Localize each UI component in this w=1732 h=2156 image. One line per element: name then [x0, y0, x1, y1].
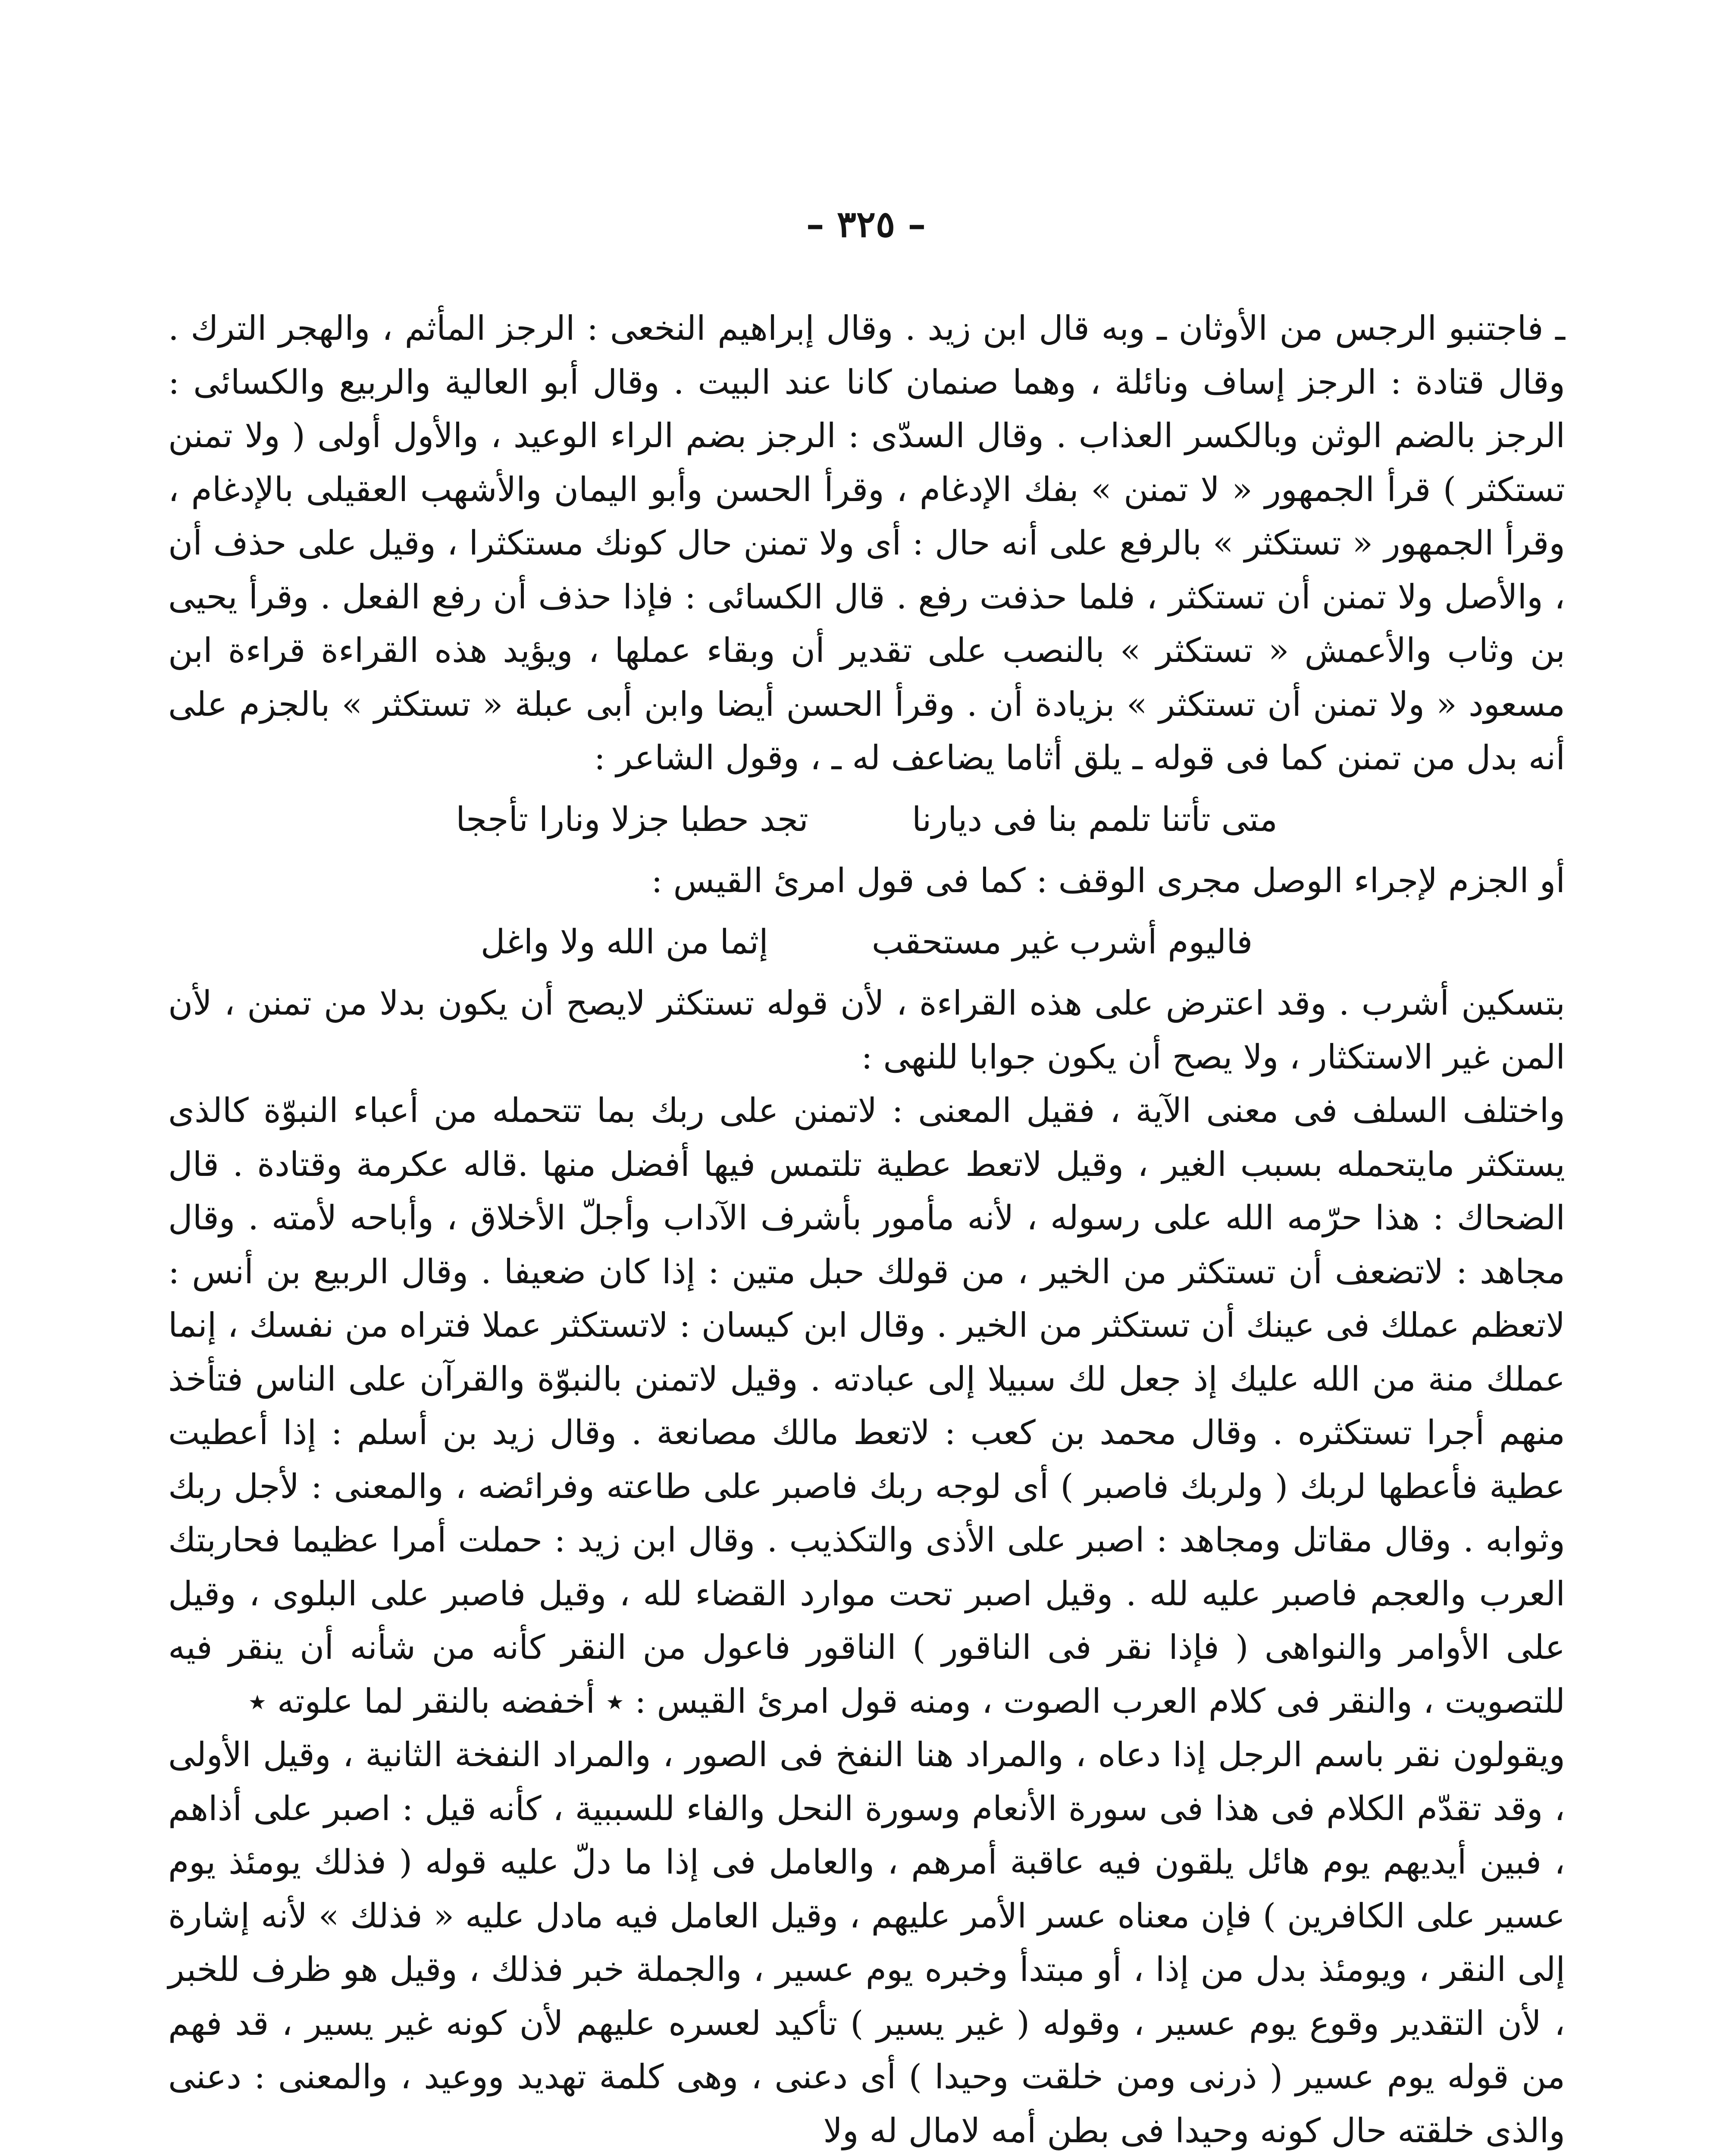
paragraph-1: ـ فاجتنبو الرجس من الأوثان ـ وبه قال ابن زيد . وقال إبراهيم النخعى : الرجز المأثم ، والهجر الترك . وقال قتادة : الرجز إساف ونائلة ، وهما صنمان كانا عند البيت . وقال أبو العالية والربيع والكسائى : الرجز بالضم الوثن وبالكسر العذاب . وقال السدّى : الرجز بضم الراء الوعيد ، والأول أولى ( ولا تمنن تستكثر ) قرأ الجمهور « لا تمنن » بفك الإدغام ، وقرأ الحسن وأبو اليمان والأشهب العقيلى بالإدغام ، وقرأ الجمهور « تستكثر » بالرفع على أنه حال : أى ولا تمنن حال كونك مستكثرا ، وقيل على حذف أن ، والأصل ولا تمنن أن تستكثر ، فلما حذفت رفع . قال الكسائى : فإذا حذف أن رفع الفعل . وقرأ يحيى بن وثاب والأعمش « تستكثر » بالنصب على تقدير أن وبقاء عملها ، ويؤيد هذه القراءة قراءة ابن مسعود « ولا تمنن أن تستكثر » بزيادة أن . وقرأ الحسن أيضا وابن أبى عبلة « تستكثر » بالجزم على أنه بدل من تمنن كما فى قوله ـ يلق أثاما يضاعف له ـ ، وقول الشاعر :	[168, 309, 1566, 777]
verse-2-first-hemistich: فاليوم أشرب غير مستحقب	[871, 923, 1253, 962]
page-number: – ٣٢٥ –	[806, 203, 926, 245]
verse-2-second-hemistich: إثما من الله ولا واغل	[480, 923, 768, 962]
paragraph-2: أو الجزم لإجراء الوصل مجرى الوقف : كما فى قول امرئ القيس :	[651, 861, 1565, 900]
verse-1-second-hemistich: تجد حطبا جزلا ونارا تأججا	[456, 800, 808, 839]
paragraph-4: واختلف السلف فى معنى الآية ، فقيل المعنى : لاتمنن على ربك بما تتحمله من أعباء النبوّة كالذى يستكثر مايتحمله بسبب الغير ، وقيل لاتعط عطية تلتمس فيها أفضل منها .قاله عكرمة وقتادة . قال الضحاك : هذا حرّمه الله على رسوله ، لأنه مأمور بأشرف الآداب وأجلّ الأخلاق ، وأباحه لأمته . وقال مجاهد : لاتضعف أن تستكثر من الخير ، من قولك حبل متين : إذا كان ضعيفا . وقال الربيع بن أنس : لاتعظم عملك فى عينك أن تستكثر من الخير . وقال ابن كيسان : لاتستكثر عملا فتراه من نفسك ، إنما عملك منة من الله عليك إذ جعل لك سبيلا إلى عبادته . وقيل لاتمنن بالنبوّة والقرآن على الناس فتأخذ منهم أجرا تستكثره . وقال محمد بن كعب : لاتعط مالك مصانعة . وقال زيد بن أسلم : إذا أعطيت عطية فأعطها لربك ( ولربك فاصبر ) أى لوجه ربك فاصبر على طاعته وفرائضه ، والمعنى : لأجل ربك وثوابه . وقال مقاتل ومجاهد : اصبر على الأذى والتكذيب . وقال ابن زيد : حملت أمرا عظيما فحاربتك العرب والعجم فاصبر عليه لله . وقيل اصبر تحت موارد القضاء لله ، وقيل فاصبر على البلوى ، وقيل على الأوامر والنواهى ( فإذا نقر فى الناقور ) الناقور فاعول من النقر كأنه من شأنه أن ينقر فيه للتصويت ، والنقر فى كلام العرب الصوت ، ومنه قول امرئ القيس : ٭ أخفضه بالنقر لما علوته ٭	[168, 1091, 1565, 1721]
paragraph-3: بتسكين أشرب . وقد اعترض على هذه القراءة ، لأن قوله تستكثر لايصح أن يكون بدلا من تمنن ، لأن المن غير الاستكثار ، ولا يصح أن يكون جوابا للنهى :	[168, 984, 1565, 1077]
paragraph-5: ويقولون نقر باسم الرجل إذا دعاه ، والمراد هنا النفخ فى الصور ، والمراد النفخة الثانية ، وقيل الأولى ، وقد تقدّم الكلام فى هذا فى سورة الأنعام وسورة النحل والفاء للسببية ، كأنه قيل : اصبر على أذاهم ، فبين أيديهم يوم هائل يلقون فيه عاقبة أمرهم ، والعامل فى إذا ما دلّ عليه قوله ( فذلك يومئذ يوم عسير على الكافرين ) فإن معناه عسر الأمر عليهم ، وقيل العامل فيه مادل عليه « فذلك » لأنه إشارة إلى النقر ، ويومئذ بدل من إذا ، أو مبتدأ وخبره يوم عسير ، والجملة خبر فذلك ، وقيل هو ظرف للخبر ، لأن التقدير وقوع يوم عسير ، وقوله ( غير يسير ) تأكيد لعسره عليهم لأن كونه غير يسير ، قد فهم من قوله يوم عسير ( ذرنى ومن خلقت وحيدا ) أى دعنى ، وهى كلمة تهديد ووعيد ، والمعنى : دعنى والذى خلقته حال كونه وحيدا فى بطن أمه لامال له ولا	[168, 1736, 1565, 2150]
verse-2	[168, 908, 1565, 977]
verse-1	[168, 785, 1565, 854]
verse-1-first-hemistich: متى تأتنا تلمم بنا فى ديارنا	[911, 800, 1278, 839]
page-body	[168, 302, 1565, 2156]
